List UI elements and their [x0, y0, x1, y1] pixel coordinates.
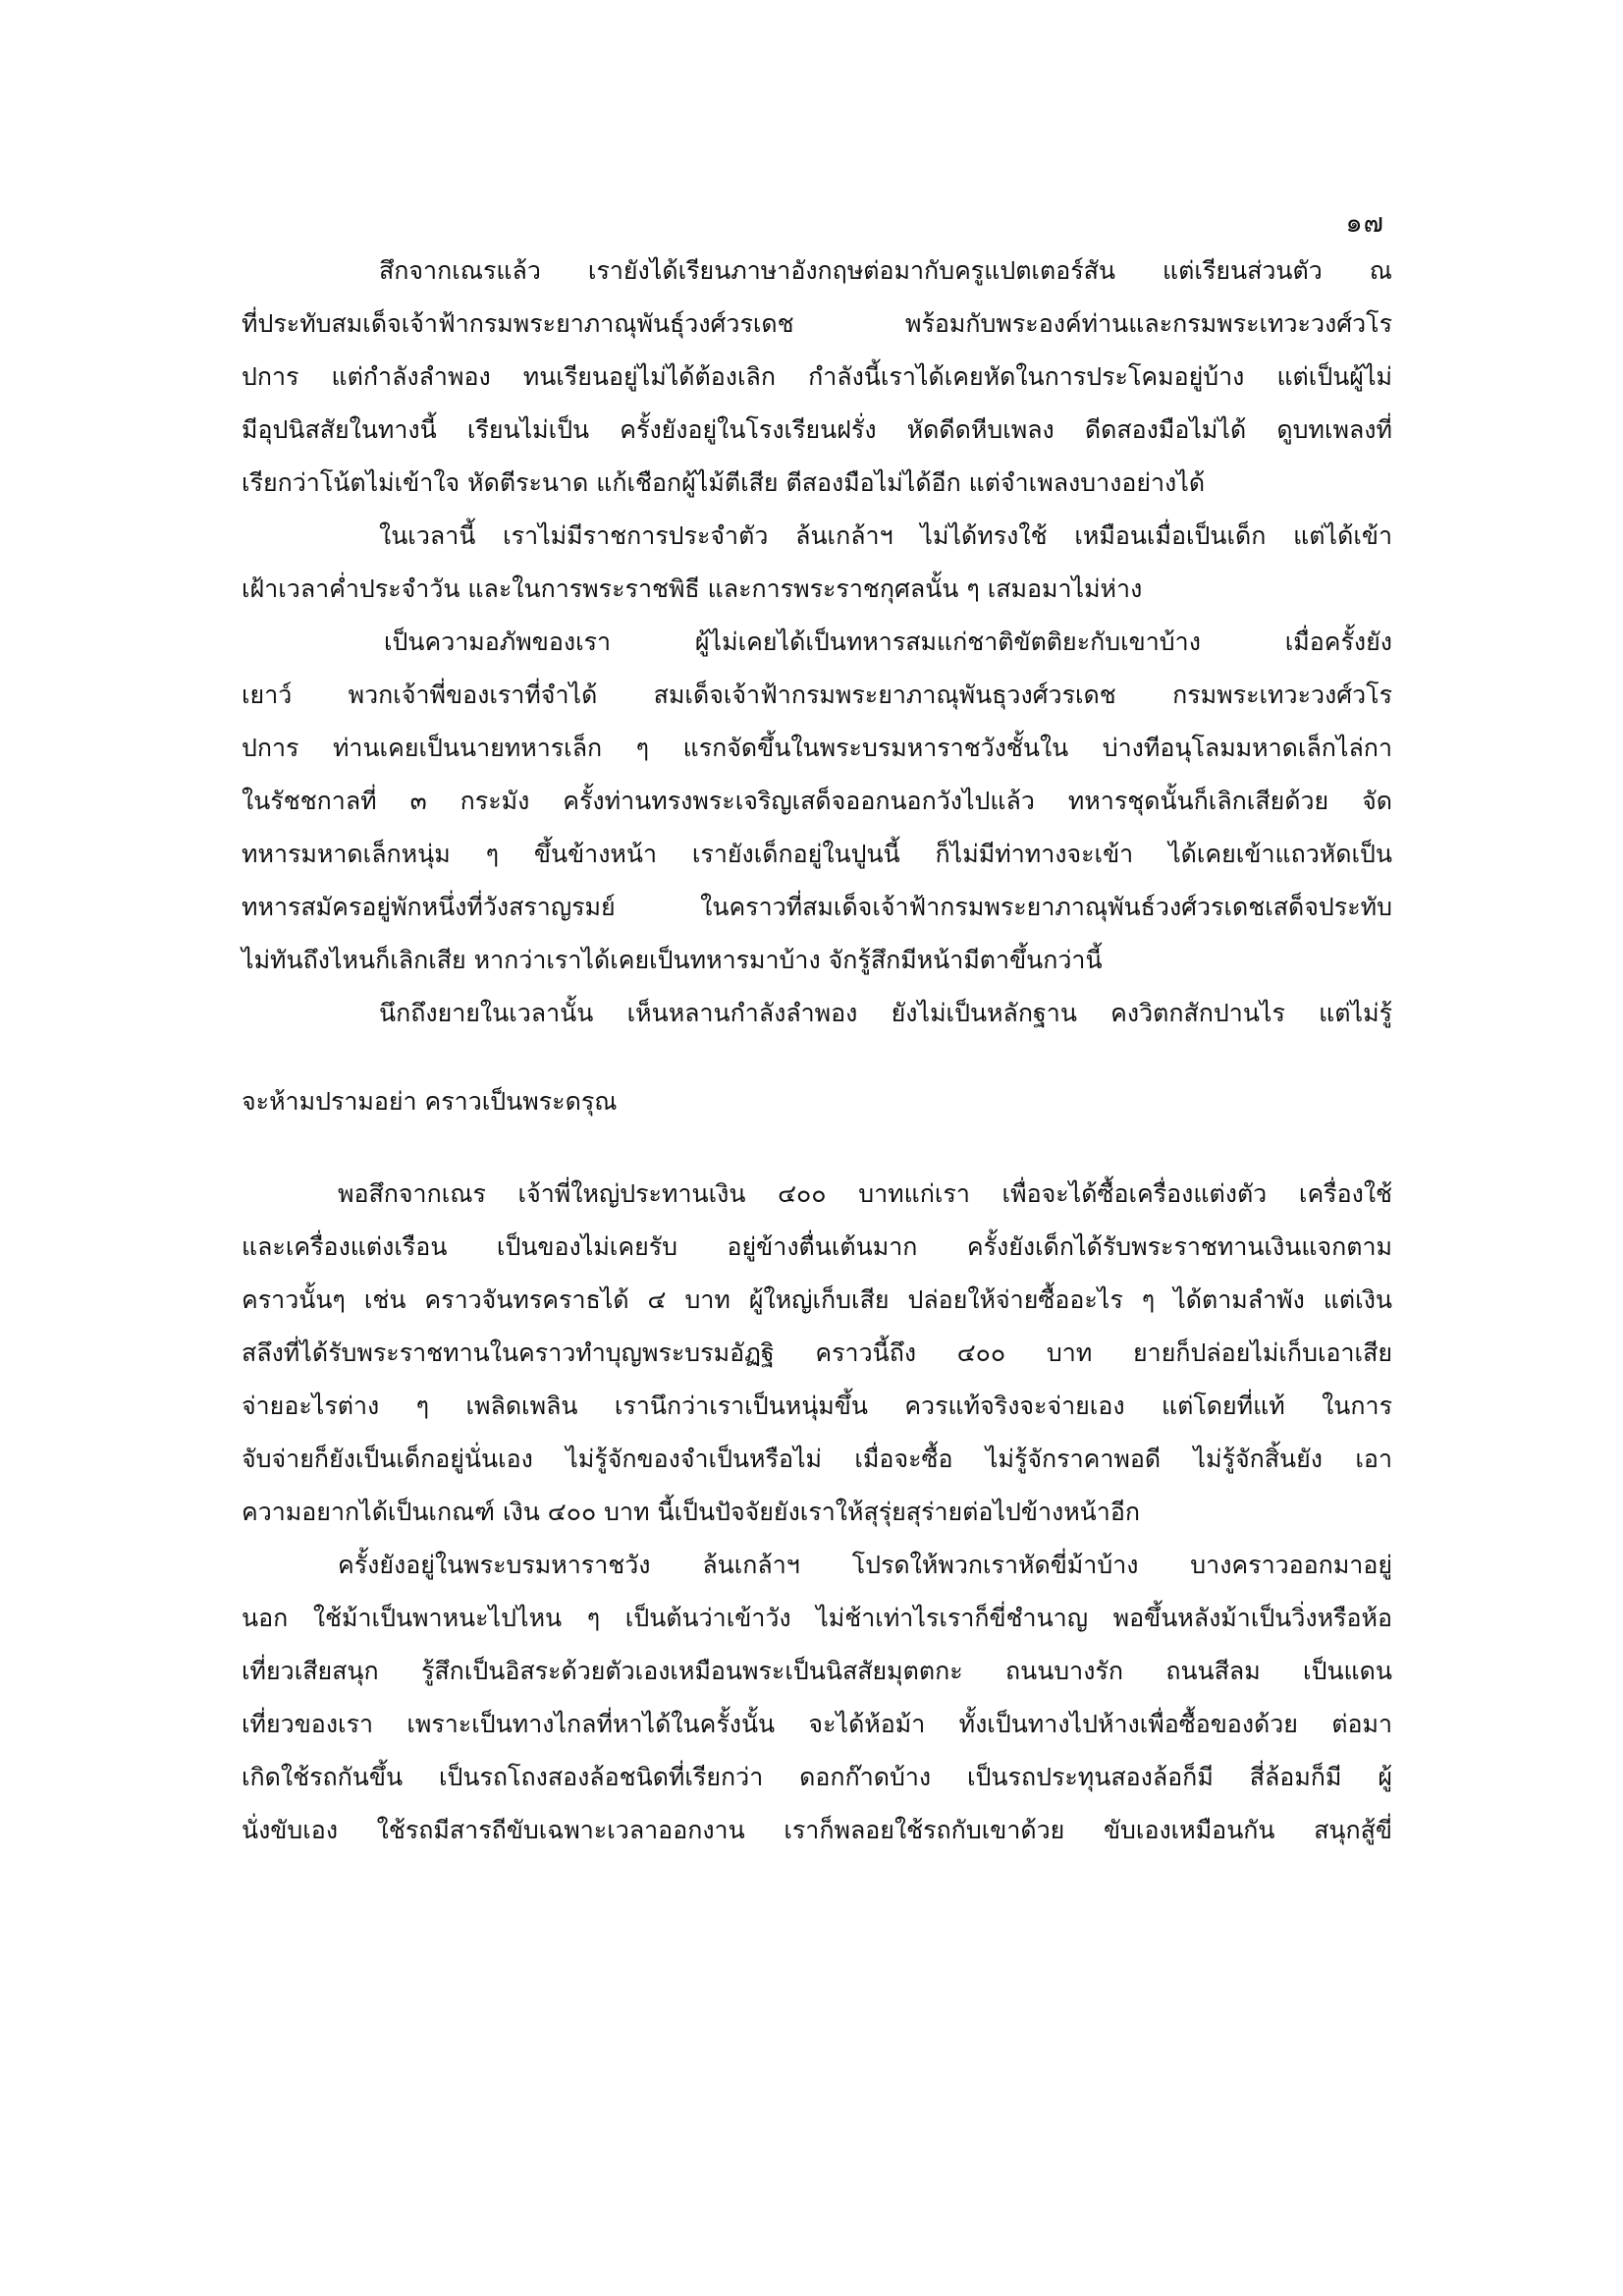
paragraph-3 [242, 616, 1392, 987]
page-number: ๑๗ [1345, 208, 1384, 239]
text-line: สลึงที่ได้รับพระราชทานในคราวทำบุญพระบรมอัฏฐิ คราวนี้ถึง ๔๐๐ บาท ยายก็ปล่อยไม่เก็บเอาเสีย [242, 1339, 1392, 1367]
paragraph-6 [242, 1539, 1392, 1857]
paragraph-1 [242, 245, 1392, 510]
paragraph-5 [242, 1168, 1392, 1539]
text-line: ปการ ท่านเคยเป็นนายทหารเล็ก ๆ แรกจัดขึ้นในพระบรมหาราชวังชั้นใน บ่างทีอนุโลมมหาดเล็กไล่กา [242, 734, 1392, 762]
paragraph-4 [242, 987, 1392, 1128]
text-line: ปการ แต่กำลังลำพอง ทนเรียนอยู่ไม่ได้ต้องเลิก กำลังนี้เราได้เคยหัดในการประโคมอยู่บ้าง แต่เป็นผู้ไม่ [242, 362, 1392, 391]
text-line: จับจ่ายก็ยังเป็นเด็กอยู่นั่นเอง ไม่รู้จักของจำเป็นหรือไม่ เมื่อจะซื้อ ไม่รู้จักราคาพอดี ไม่รู้จักสิ้นยัง เอา [242, 1445, 1392, 1473]
text-line: เที่ยวของเรา เพราะเป็นทางไกลที่หาได้ในครั้งนั้น จะได้ห้อม้า ทั้งเป็นทางไปห้างเพื่อซื้อของด้วย ต่อมา [242, 1710, 1392, 1738]
text-line: จ่ายอะไรต่าง ๆ เพลิดเพลิน เรานึกว่าเราเป็นหนุ่มขึ้น ควรแท้จริงจะจ่ายเอง แต่โดยที่แท้ ในการ [242, 1392, 1392, 1420]
text-line: เฝ้าเวลาค่ำประจำวัน และในการพระราชพิธี และการพระราชกุศลนั้น ๆ เสมอมาไม่ห่าง [242, 574, 1143, 603]
text-line: ความอยากได้เป็นเกณฑ์ เงิน ๔๐๐ บาท นี้เป็นปัจจัยยังเราให้สุรุ่ยสุร่ายต่อไปข้างหน้าอีก [242, 1498, 1140, 1526]
text-line: มีอุปนิสสัยในทางนี้ เรียนไม่เป็น ครั้งยังอยู่ในโรงเรียนฝรั่ง หัดดีดหีบเพลง ดีดสองมือไม่ได้ ดูบทเพลงที่ [242, 415, 1392, 444]
text-line: นึกถึงยายในเวลานั้น เห็นหลานกำลังลำพอง ยังไม่เป็นหลักฐาน คงวิตกสักปานไร แต่ไม่รู้ [379, 999, 1392, 1027]
text-line: ในรัชชกาลที่ ๓ กระมัง ครั้งท่านทรงพระเจริญเสด็จออกนอกวังไปแล้ว ทหารชุดนั้นก็เลิกเสียด้วย จัด [242, 787, 1392, 815]
text-line: เป็นความอภัพของเรา ผู้ไม่เคยได้เป็นทหารสมแก่ชาติขัตติยะกับเขาบ้าง เมื่อครั้งยัง [384, 628, 1392, 656]
text-line: เที่ยวเสียสนุก รู้สึกเป็นอิสระด้วยตัวเองเหมือนพระเป็นนิสสัยมุตตกะ ถนนบางรัก ถนนสีลม เป็นแดน [242, 1657, 1392, 1685]
text-line: สึกจากเณรแล้ว เรายังได้เรียนภาษาอังกฤษต่อมากับครูแปตเตอร์สัน แต่เรียนส่วนตัว ณ [379, 256, 1392, 285]
text-line: ที่ประทับสมเด็จเจ้าฟ้ากรมพระยาภาณุพันธุ์วงศ์วรเดช พร้อมกับพระองค์ท่านและกรมพระเทวะวงศ์วโร [242, 309, 1392, 338]
text-line: เกิดใช้รถกันขึ้น เป็นรถโถงสองล้อชนิดที่เรียกว่า ดอกก๊าดบ้าง เป็นรถประทุนสองล้อก็มี สี่ล้อมก็มี ผู้ [242, 1763, 1392, 1791]
paragraph-2 [242, 510, 1392, 616]
text-line: พอสึกจากเณร เจ้าพี่ใหญ่ประทานเงิน ๔๐๐ บาทแก่เรา เพื่อจะได้ซื้อเครื่องแต่งตัว เครื่องใช้ [338, 1179, 1392, 1208]
text-line: คราวนั้นๆ เช่น คราวจันทรคราธได้ ๔ บาท ผู้ใหญ่เก็บเสีย ปล่อยให้จ่ายซื้ออะไร ๆ ได้ตามลำพัง แต่เงิน [242, 1285, 1392, 1314]
text-line: ครั้งยังอยู่ในพระบรมหาราชวัง ล้นเกล้าฯ โปรดให้พวกเราหัดขี่ม้าบ้าง บางคราวออกมาอยู่ [338, 1551, 1392, 1579]
text-line: เรียกว่าโน้ตไม่เข้าใจ หัดตีระนาด แก้เชือกผู้ไม้ตีเสีย ตีสองมือไม่ได้อีก แต่จำเพลงบางอย่างได้ [242, 468, 1206, 497]
text-line: ทหารสมัครอยู่พักหนึ่งที่วังสราญรมย์ ในคราวที่สมเด็จเจ้าฟ้ากรมพระยาภาณุพันธ์วงศ์วรเดชเสด็จประทับ [242, 893, 1392, 921]
text-line: นอก ใช้ม้าเป็นพาหนะไปไหน ๆ เป็นต้นว่าเข้าวัง ไม่ช้าเท่าไรเราก็ขี่ชำนาญ พอขึ้นหลังม้าเป็นวิ่งหรือห้อ [242, 1604, 1392, 1632]
text-line: นั่งขับเอง ใช้รถมีสารถีขับเฉพาะเวลาออกงาน เราก็พลอยใช้รถกับเขาด้วย ขับเองเหมือนกัน สนุกสู้ขี่ [242, 1816, 1392, 1844]
text-line: จะห้ามปรามอย่า คราวเป็นพระดรุณ [242, 1087, 618, 1116]
text-line: ไม่ทันถึงไหนก็เลิกเสีย หากว่าเราได้เคยเป็นทหารมาบ้าง จักรู้สึกมีหน้ามีตาขึ้นกว่านี้ [242, 946, 1103, 974]
text-line: และเครื่องแต่งเรือน เป็นของไม่เคยรับ อยู่ข้างตื่นเต้นมาก ครั้งยังเด็กได้รับพระราชทานเงินแจกตาม [242, 1232, 1392, 1261]
text-line: ทหารมหาดเล็กหนุ่ม ๆ ขึ้นข้างหน้า เรายังเด็กอยู่ในปูนนี้ ก็ไม่มีท่าทางจะเข้า ได้เคยเข้าแถวหัดเป็น [242, 840, 1392, 868]
text-line: เยาว์ พวกเจ้าพี่ของเราที่จำได้ สมเด็จเจ้าฟ้ากรมพระยาภาณุพันธุวงศ์วรเดช กรมพระเทวะวงศ์วโร [242, 681, 1392, 709]
body-text [242, 245, 1392, 1857]
text-line: ในเวลานี้ เราไม่มีราชการประจำตัว ล้นเกล้าฯ ไม่ได้ทรงใช้ เหมือนเมื่อเป็นเด็ก แต่ได้เข้า [379, 521, 1392, 550]
